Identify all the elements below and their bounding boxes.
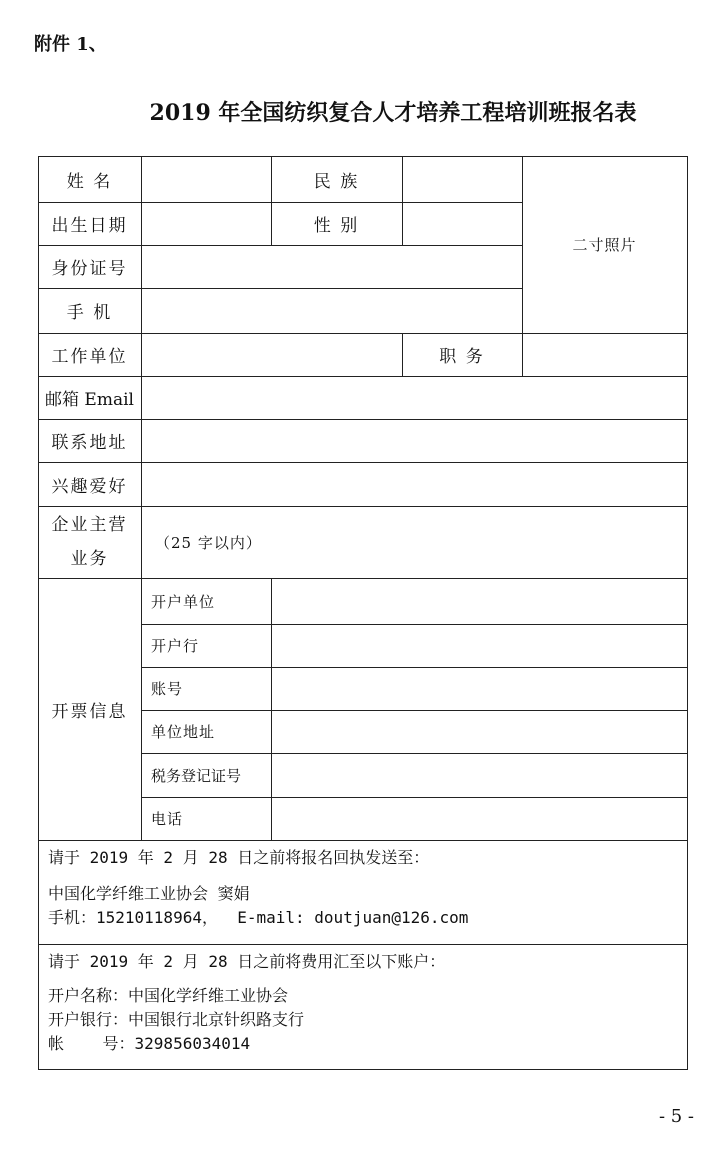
page-number: - 5 - [658,1106,694,1127]
invoice-label-account-number: 账号 [151,680,184,698]
form-title: 2019 年全国纺织复合人才培养工程培训班报名表 [149,100,637,126]
label-birth-date: 出生日期 [51,216,128,236]
label-invoice-info: 开票信息 [51,701,128,722]
table-border-right [687,156,688,1070]
invoice-label-tax-id: 税务登记证号 [151,766,242,785]
invoice-label-phone: 电话 [151,810,184,828]
notice-contact-phone-email: 手机：15210118964， E-mail: doutjuan@126.com [48,908,469,927]
label-ethnicity: 民 族 [313,171,360,192]
attachment-label: 附件 1、 [34,34,107,55]
label-main-business-line1: 企业主营 [51,515,128,535]
notice-contact-name: 中国化学纤维工业协会 窦娟 [48,884,250,903]
label-id-number: 身份证号 [51,259,128,279]
label-name: 姓 名 [66,171,113,192]
label-mobile: 手 机 [66,303,113,323]
col-divider [402,156,403,245]
label-main-business [38,506,141,578]
label-work-unit: 工作单位 [51,347,128,367]
label-email: 邮箱 Email [45,390,134,410]
notice-submit-deadline: 请于 2019 年 2 月 28 日之前将报名回执发送至： [48,848,430,867]
label-hobbies: 兴趣爱好 [51,476,128,497]
business-hint: （25 字以内） [155,533,262,552]
notice-account-name: 开户名称：中国化学纤维工业协会 [48,986,289,1005]
col-divider [271,578,272,840]
registration-form-table [38,156,688,1070]
invoice-label-unit-address: 单位地址 [151,723,216,741]
notice-bank-name: 开户银行：中国银行北京针织路支行 [48,1010,305,1029]
notice-account-number: 帐 号：329856034014 [48,1034,251,1053]
table-border-bottom [38,1069,688,1070]
invoice-label-bank: 开户行 [151,637,200,655]
row-divider [38,840,688,841]
notice-payment-deadline: 请于 2019 年 2 月 28 日之前将费用汇至以下账户： [48,952,446,971]
label-address: 联系地址 [51,433,128,453]
label-main-business-line2: 业务 [70,549,109,569]
label-gender: 性 别 [313,216,360,236]
label-position: 职 务 [439,347,485,367]
invoice-label-account-unit: 开户单位 [151,592,216,611]
photo-placeholder: 二寸照片 [572,236,637,254]
row-divider [38,944,688,945]
